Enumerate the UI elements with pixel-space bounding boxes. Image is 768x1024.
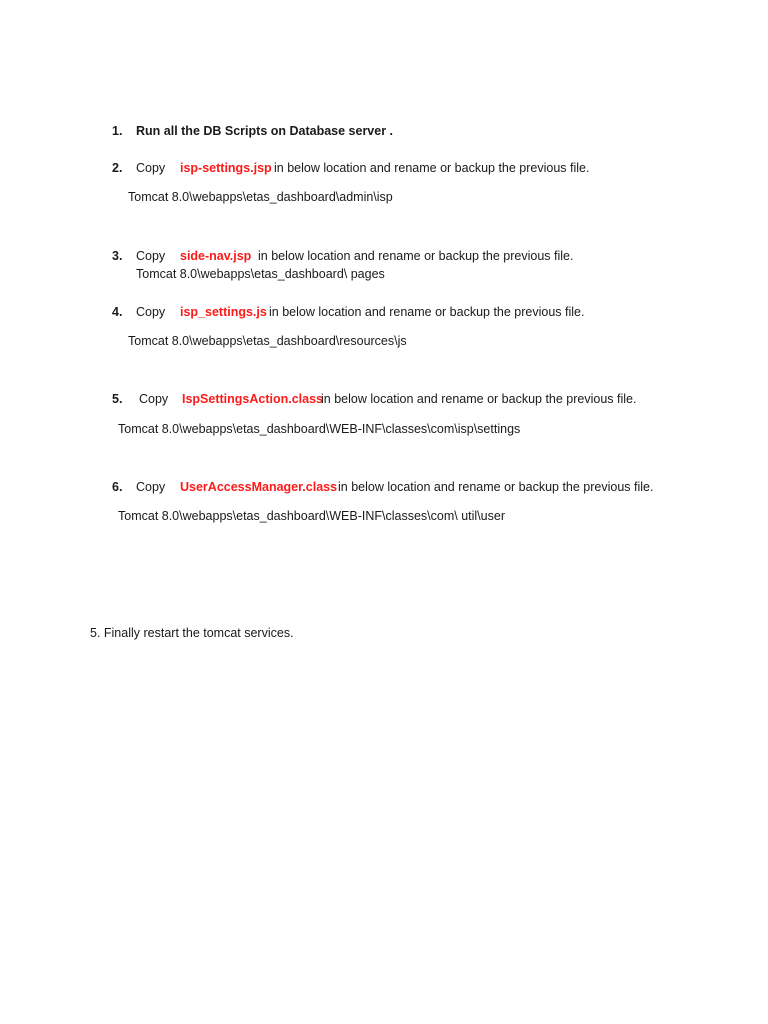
step-5-path: Tomcat 8.0\webapps\etas_dashboard\WEB-INF\classes\com\isp\settings: [118, 422, 521, 436]
step-3-instruction: in below location and rename or backup the previous file.: [258, 249, 574, 263]
step-3-number: 3.: [112, 249, 123, 263]
final-step-text: 5. Finally restart the tomcat services.: [90, 626, 294, 640]
step-2-number: 2.: [112, 161, 123, 175]
step-5-copy: Copy: [139, 392, 169, 406]
step-4-path: Tomcat 8.0\webapps\etas_dashboard\resources\js: [128, 334, 407, 348]
step-3-copy: Copy: [136, 249, 166, 263]
step-4-instruction: in below location and rename or backup the previous file.: [269, 305, 585, 319]
step-5-number: 5.: [112, 392, 123, 406]
step-3-filename: side-nav.jsp: [180, 249, 252, 263]
step-6-instruction: in below location and rename or backup the previous file.: [338, 480, 654, 494]
step-2-filename: isp-settings.jsp: [180, 161, 272, 175]
step-4-copy: Copy: [136, 305, 166, 319]
step-6-number: 6.: [112, 480, 123, 494]
step-4-number: 4.: [112, 305, 123, 319]
step-2-instruction: in below location and rename or backup the previous file.: [274, 161, 590, 175]
step-5-filename: IspSettingsAction.class: [182, 392, 324, 406]
step-2-path: Tomcat 8.0\webapps\etas_dashboard\admin\isp: [128, 190, 393, 204]
step-6-copy: Copy: [136, 480, 166, 494]
step-3-path: Tomcat 8.0\webapps\etas_dashboard\ pages: [136, 267, 385, 281]
step-1-number: 1.: [112, 124, 123, 138]
step-1-text: Run all the DB Scripts on Database server .: [136, 124, 394, 138]
step-6-path: Tomcat 8.0\webapps\etas_dashboard\WEB-INF\classes\com\ util\user: [118, 509, 505, 523]
step-5-instruction: in below location and rename or backup the previous file.: [321, 392, 637, 406]
step-2-copy: Copy: [136, 161, 166, 175]
step-4-filename: isp_settings.js: [180, 305, 267, 319]
step-6-filename: UserAccessManager.class: [180, 480, 338, 494]
